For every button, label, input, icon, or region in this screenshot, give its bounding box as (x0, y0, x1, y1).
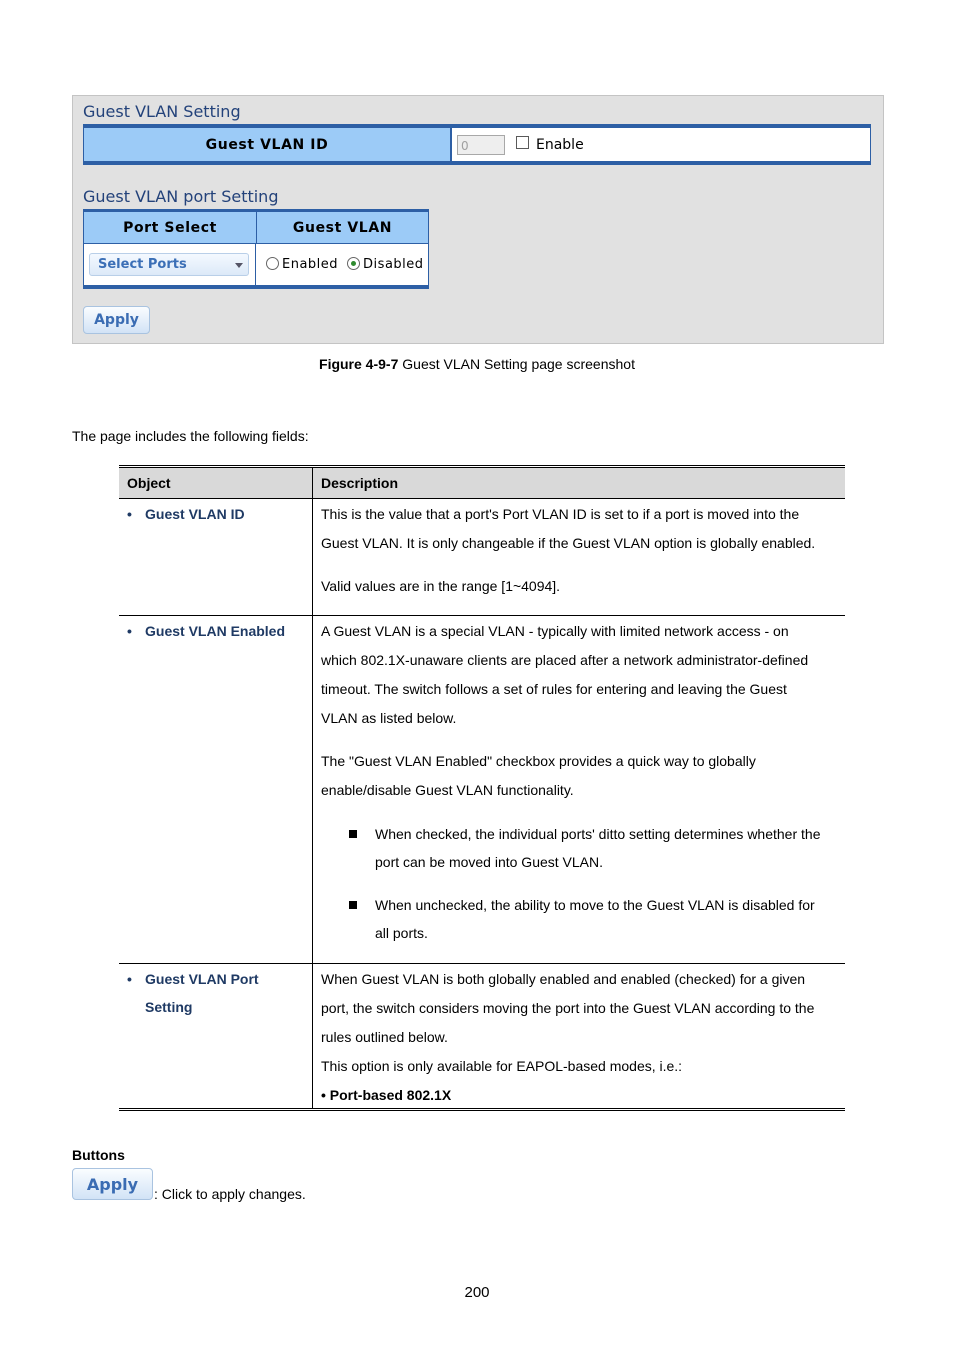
guest-vlan-port-setting-title: Guest VLAN port Setting (83, 187, 279, 206)
bullet-item (349, 891, 837, 947)
guest-vlan-id-header: Guest VLAN ID (84, 128, 452, 161)
enabled-radio[interactable] (266, 257, 279, 270)
description-line: Valid values are in the range [1~4094]. (321, 578, 561, 594)
description-line: A Guest VLAN is a special VLAN - typically with limited network access - on (321, 623, 789, 639)
description-cell (313, 499, 845, 615)
bullet-line: port can be moved into Guest VLAN. (375, 854, 604, 870)
guest-vlan-id-input[interactable]: 0 (457, 135, 505, 155)
port-table-row (84, 244, 428, 285)
enabled-radio-label: Enabled (282, 257, 339, 272)
port-select-header: Port Select (84, 212, 257, 243)
apply-button[interactable]: Apply (83, 306, 150, 334)
description-line: This is the value that a port's Port VLAN ID is set to if a port is moved into the (321, 506, 800, 522)
table-row (119, 499, 845, 616)
bullet-line: When unchecked, the ability to move to the Guest VLAN is disabled for (375, 897, 815, 913)
description-line: rules outlined below. (321, 1029, 448, 1045)
square-bullet-icon (349, 901, 357, 909)
disabled-radio-label: Disabled (363, 257, 424, 272)
select-ports-value: Select Ports (98, 257, 187, 272)
description-line: Guest VLAN. It is only changeable if the Guest VLAN option is globally enabled. (321, 535, 816, 551)
apply-button-sample[interactable]: Apply (72, 1168, 153, 1200)
description-line: which 802.1X-unaware clients are placed after a network administrator-defined (321, 652, 809, 668)
table-row (119, 964, 845, 1108)
port-table-header (84, 212, 428, 244)
fields-table-header (119, 468, 845, 499)
bullet-line: When checked, the individual ports' ditto setting determines whether the (375, 826, 821, 842)
object-header: Object (119, 468, 313, 498)
description-line: enable/disable Guest VLAN functionality. (321, 782, 574, 798)
disabled-radio[interactable] (347, 257, 360, 270)
description-line: port, the switch considers moving the port into the Guest VLAN according to the (321, 1000, 815, 1016)
description-cell (313, 964, 845, 1108)
guest-vlan-id-cell (452, 128, 870, 161)
object-label: Setting (145, 999, 193, 1015)
description-cell (313, 616, 845, 963)
screenshot-panel (72, 95, 884, 344)
object-cell (119, 964, 313, 1108)
object-label: Guest VLAN Enabled (145, 623, 286, 639)
guest-vlan-header: Guest VLAN (292, 219, 393, 236)
enable-label: Enable (536, 136, 584, 153)
select-ports-dropdown[interactable] (89, 253, 249, 276)
object-item: • Guest VLAN Port Setting (127, 965, 304, 1021)
object-label: Guest VLAN Port (145, 971, 259, 987)
description-header: Description (321, 475, 399, 491)
object-cell (119, 616, 313, 963)
bullet-line: all ports. (375, 925, 428, 941)
buttons-heading: Buttons (72, 1147, 125, 1163)
guest-vlan-id-table (83, 124, 871, 165)
description-line: The "Guest VLAN Enabled" checkbox provides a quick way to globally (321, 753, 756, 769)
enable-checkbox[interactable] (516, 136, 529, 149)
description-line: When Guest VLAN is both globally enabled and enabled (checked) for a given (321, 971, 806, 987)
figure-caption-text: Guest VLAN Setting page screenshot (398, 356, 635, 372)
description-line: • Port-based 802.1X (321, 1087, 452, 1103)
intro-text: The page includes the following fields: (72, 428, 309, 444)
guest-vlan-setting-title: Guest VLAN Setting (83, 102, 241, 121)
object-label: Guest VLAN ID (145, 506, 245, 522)
apply-description: : Click to apply changes. (154, 1186, 306, 1202)
figure-number: Figure 4-9-7 (319, 356, 399, 372)
description-line: VLAN as listed below. (321, 710, 457, 726)
square-bullet-icon (349, 830, 357, 838)
page-number: 200 (464, 1284, 490, 1301)
bullet-item (349, 820, 837, 876)
chevron-down-icon (235, 263, 243, 268)
table-row (119, 616, 845, 964)
description-line: This option is only available for EAPOL-based modes, i.e.: (321, 1058, 683, 1074)
guest-vlan-radio-cell (256, 244, 428, 285)
figure-caption (0, 356, 954, 372)
object-item: • Guest VLAN ID (127, 500, 304, 528)
fields-table (119, 465, 845, 1111)
port-setting-table (83, 209, 429, 289)
object-item: • Guest VLAN Enabled (127, 617, 304, 645)
description-line: timeout. The switch follows a set of rules for entering and leaving the Guest (321, 681, 787, 697)
object-cell (119, 499, 313, 615)
port-select-cell (84, 244, 256, 285)
